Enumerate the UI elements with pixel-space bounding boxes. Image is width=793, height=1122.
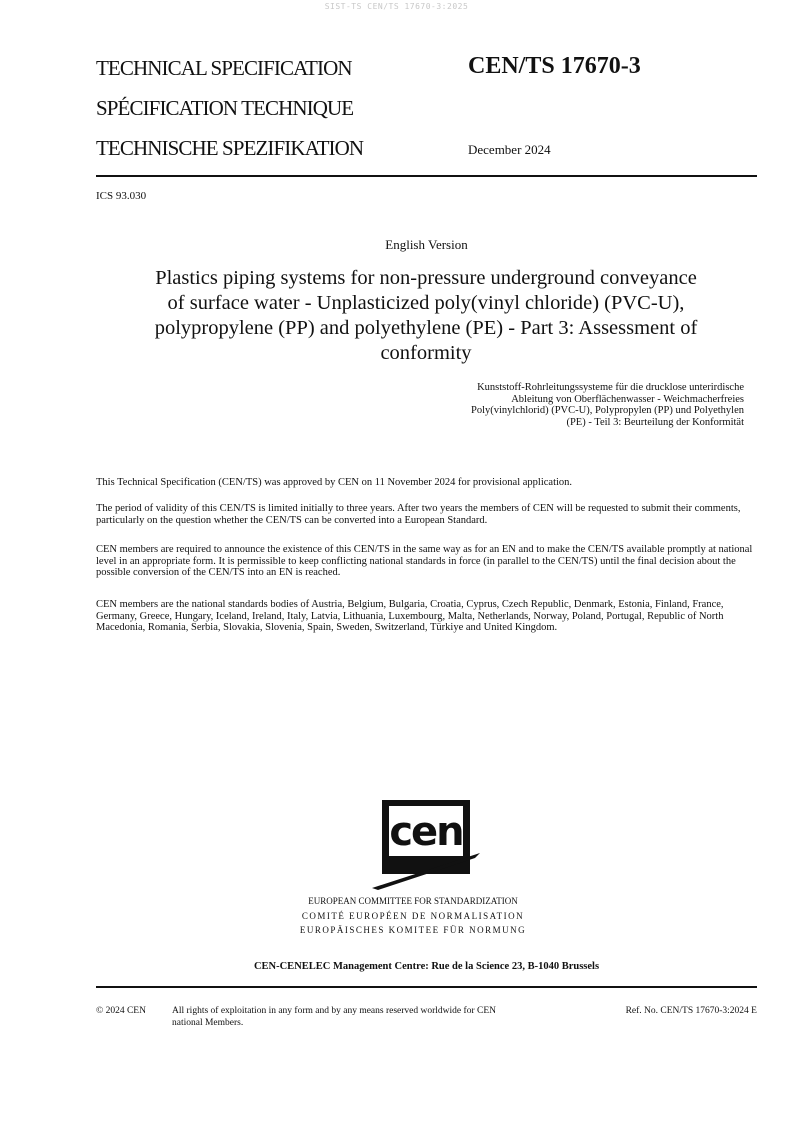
org-name-de: EUROPÄISCHES KOMITEE FÜR NORMUNG	[299, 925, 527, 935]
footer-rule	[96, 986, 757, 988]
doc-type-de: TECHNISCHE SPEZIFIKATION	[96, 136, 364, 160]
approval-paragraph: This Technical Specification (CEN/TS) was approved by CEN on 11 November 2024 for provisional application.	[96, 477, 573, 488]
cen-logo-text: cen	[389, 809, 463, 855]
document-number: CEN/TS 17670-3	[468, 53, 641, 79]
rights-statement: All rights of exploitation in any form and by any means reserved worldwide for CEN national Members.	[172, 1006, 496, 1028]
header-rule	[96, 175, 757, 177]
doc-type-en: TECHNICAL SPECIFICATION	[96, 56, 352, 80]
version-label: English Version	[385, 237, 468, 252]
reference-number: Ref. No. CEN/TS 17670-3:2024 E	[625, 1006, 757, 1016]
publication-date: December 2024	[468, 142, 551, 157]
copyright: © 2024 CEN	[96, 1006, 146, 1016]
org-name-en: EUROPEAN COMMITTEE FOR STANDARDIZATION	[308, 896, 518, 906]
members-paragraph: CEN members are the national standards bodies of Austria, Belgium, Bulgaria, Croatia, Cyprus, Czech Republic, Denmark, Estonia, Finland, France, Germany, Greece, Hungary, Iceland, Ireland, Italy, Latvia, Lithuania, Luxembourg, Malta, Netherlands, Norway, Poland, Portugal, Republic of North Macedonia, Romania, Serbia, Slovakia, Slovenia, Spain, Sweden, Switzerland, Türkiye and United Kingdom.	[96, 599, 724, 634]
german-title: Kunststoff-Rohrleitungssysteme für die drucklose unterirdische Ableitung von Oberflächenwasser - Weichmacherfreies Poly(vinylchlorid) (PVC-U), Polypropylen (PP) und Polyethylen (PE) - Teil 3: Beurteilung der Konformität	[471, 382, 744, 429]
ics-code: ICS 93.030	[96, 190, 147, 202]
org-name-fr: COMITÉ EUROPÉEN DE NORMALISATION	[301, 911, 525, 921]
doc-type-fr: SPÉCIFICATION TECHNIQUE	[96, 96, 354, 120]
validity-paragraph: The period of validity of this CEN/TS is limited initially to three years. After two years the members of CEN will be requested to submit their comments, particularly on the question whether the CEN/TS can be converted into a European Standard.	[96, 503, 741, 526]
announcement-paragraph: CEN members are required to announce the existence of this CEN/TS in the same way as for an EN and to make the CEN/TS available promptly at national level in an appropriate form. It is permissible to keep conflicting national standards in force (in parallel to the CEN/TS) until the final decision about the possible conversion of the CEN/TS into an EN is reached.	[96, 544, 753, 579]
management-centre: CEN-CENELEC Management Centre: Rue de la Science 23, B-1040 Brussels	[253, 961, 600, 972]
document-title: Plastics piping systems for non-pressure underground conveyance of surface water - Unplasticized poly(vinyl chloride) (PVC-U), polypropylene (PP) and polyethylene (PE) - Part 3: Assessment of conformity	[154, 267, 698, 364]
watermark: SIST-TS CEN/TS 17670-3:2025	[324, 2, 469, 11]
cen-logo	[372, 800, 484, 890]
